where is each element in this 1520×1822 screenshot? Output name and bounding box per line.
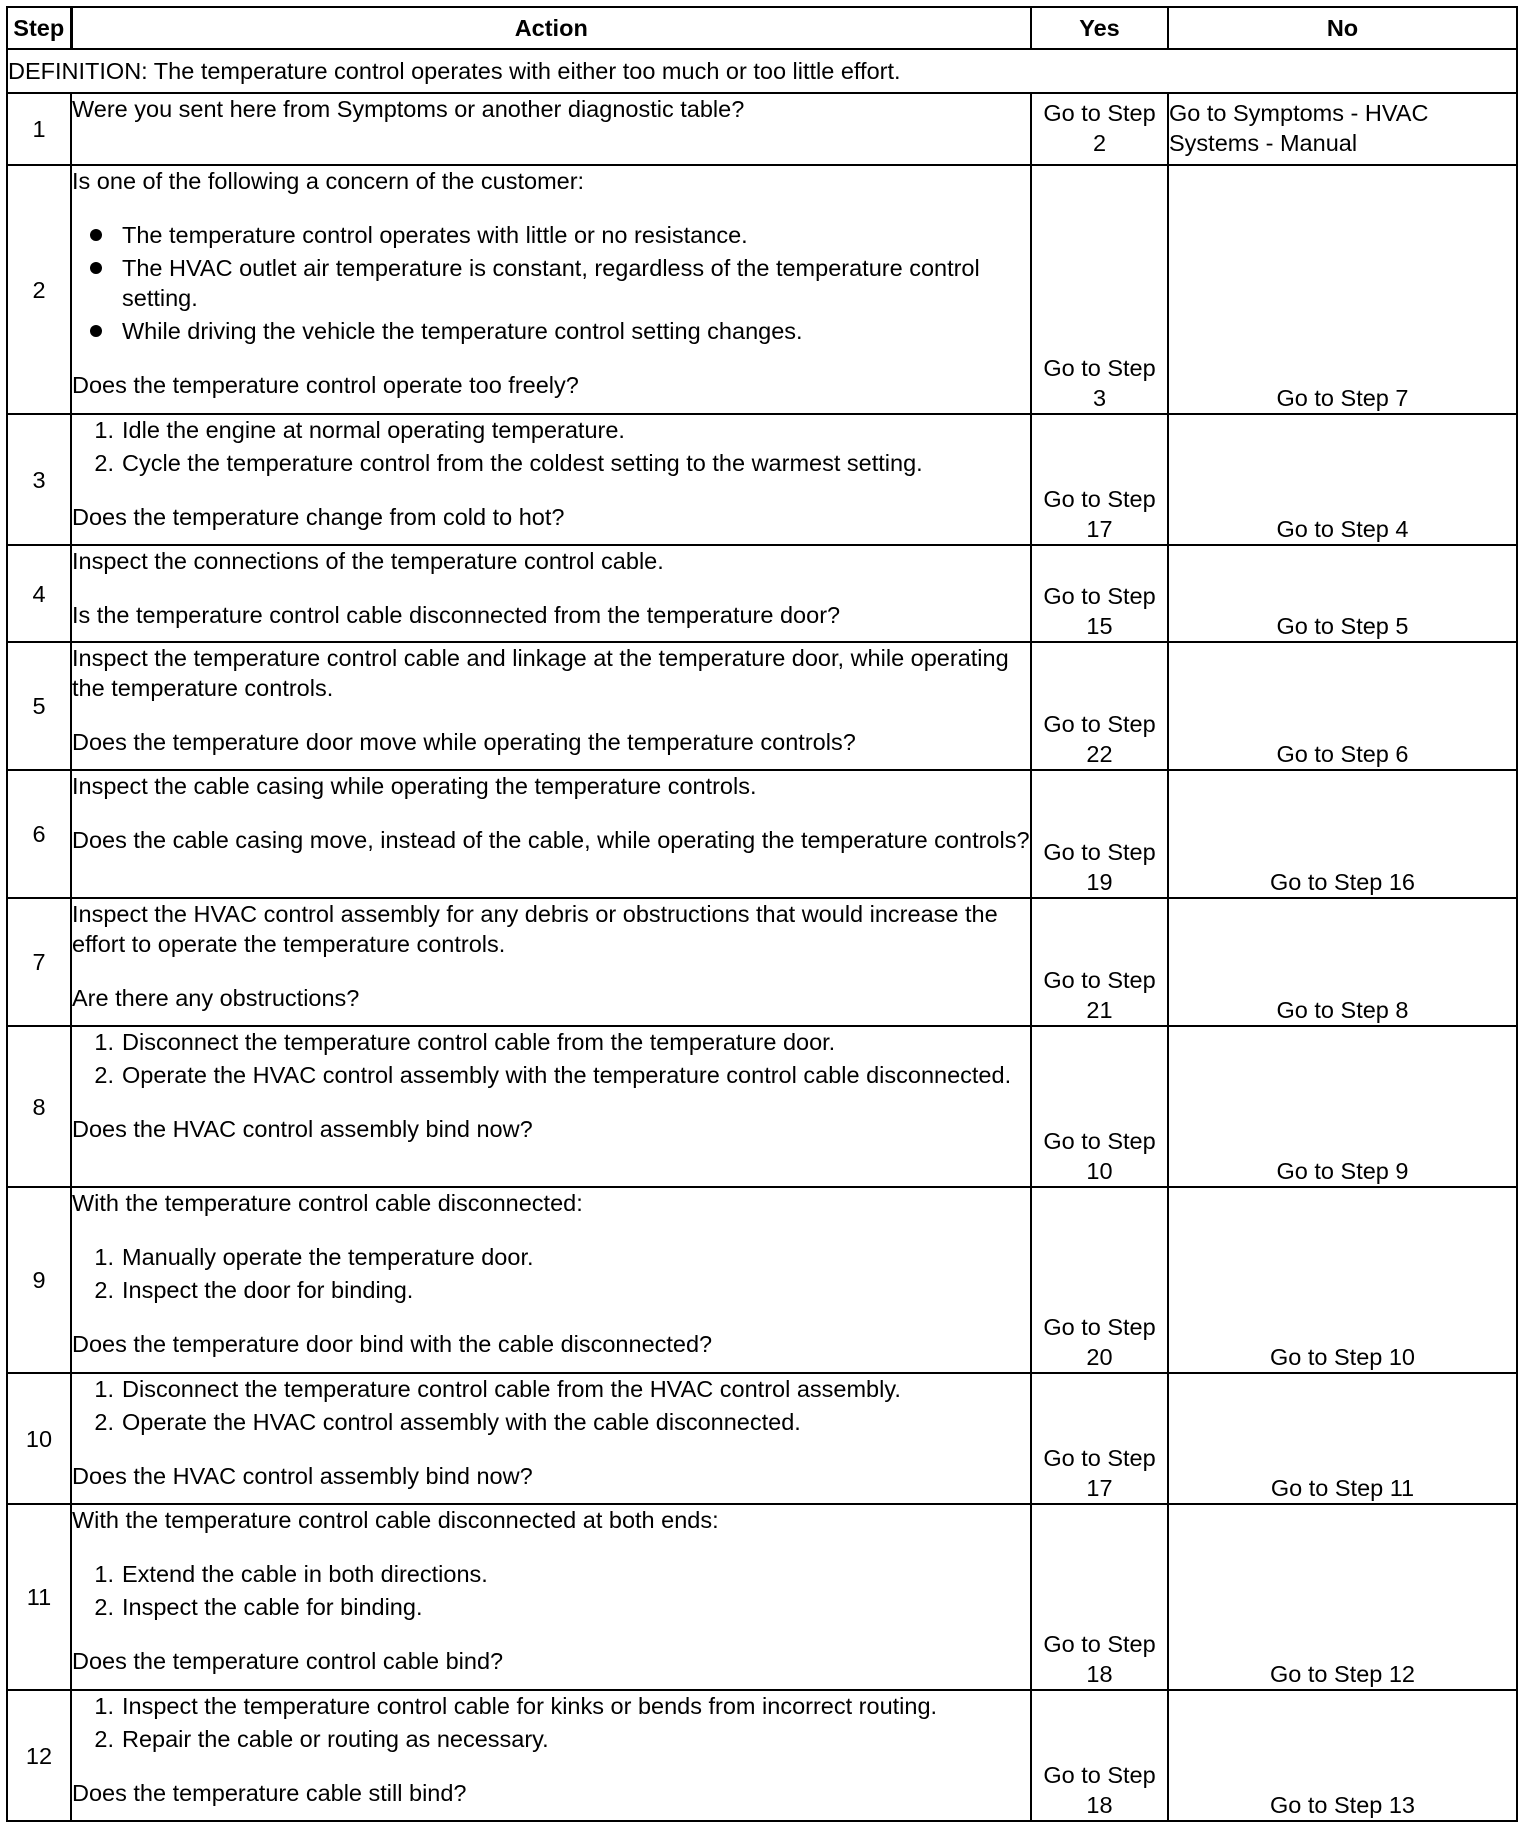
yes-cell <box>1031 1504 1168 1690</box>
bullet-list <box>72 220 1030 346</box>
no-cell: Go to Step 8 <box>1168 898 1517 1026</box>
list-item <box>72 253 1030 313</box>
yes-step-number: 18 <box>1086 1792 1113 1818</box>
header-step: Step <box>7 7 71 49</box>
list-item <box>72 1592 1030 1622</box>
list-item-text: Disconnect the temperature control cable from the HVAC control assembly. <box>122 1376 901 1402</box>
list-number: 1. <box>94 417 114 443</box>
list-number: 1. <box>94 1561 114 1587</box>
yes-step-number: 18 <box>1086 1661 1113 1687</box>
numbered-list <box>72 1374 1030 1437</box>
yes-cell <box>1031 545 1168 642</box>
yes-go-to-label: Go to Step <box>1043 100 1156 126</box>
list-item <box>72 1060 1030 1090</box>
list-item <box>72 1374 1030 1404</box>
list-number: 1. <box>94 1029 114 1055</box>
step-number: 5 <box>7 642 71 770</box>
yes-go-to-label: Go to Step <box>1043 967 1156 993</box>
no-cell: Go to Step 11 <box>1168 1373 1517 1504</box>
no-cell: Go to Step 6 <box>1168 642 1517 770</box>
step-number: 6 <box>7 770 71 898</box>
numbered-list <box>72 1691 1030 1754</box>
list-item <box>72 1242 1030 1272</box>
list-number: 2. <box>94 1062 114 1088</box>
step-number: 4 <box>7 545 71 642</box>
list-item-text: Cycle the temperature control from the coldest setting to the warmest setting. <box>122 450 923 476</box>
list-number: 2. <box>94 1277 114 1303</box>
yes-step-number: 10 <box>1086 1158 1113 1184</box>
list-item <box>72 1027 1030 1057</box>
table-row <box>7 1504 1517 1690</box>
list-item <box>72 316 1030 346</box>
no-cell: Go to Step 12 <box>1168 1504 1517 1690</box>
list-item-text: Inspect the temperature control cable for kinks or bends from incorrect routing. <box>122 1693 938 1719</box>
table-row <box>7 1690 1517 1821</box>
yes-step-number: 17 <box>1086 516 1113 542</box>
list-item <box>72 448 1030 478</box>
action-question: Does the temperature door move while operating the temperature controls? <box>72 729 856 755</box>
yes-go-to-label: Go to Step <box>1043 1631 1156 1657</box>
table-row <box>7 93 1517 165</box>
list-item-text: Disconnect the temperature control cable from the temperature door. <box>122 1029 836 1055</box>
action-intro: With the temperature control cable disconnected: <box>72 1190 583 1216</box>
yes-cell <box>1031 898 1168 1026</box>
yes-go-to-label: Go to Step <box>1043 486 1156 512</box>
action-question: Does the temperature cable still bind? <box>72 1780 467 1806</box>
definition-row <box>7 49 1517 93</box>
list-item-text: Inspect the cable for binding. <box>122 1594 423 1620</box>
action-intro: Inspect the cable casing while operating the temperature controls. <box>72 773 757 799</box>
action-cell <box>71 1187 1031 1373</box>
action-intro: Is one of the following a concern of the customer: <box>72 168 585 194</box>
list-item-text: Manually operate the temperature door. <box>122 1244 534 1270</box>
list-item-text: The HVAC outlet air temperature is constant, regardless of the temperature control setting. <box>122 255 980 311</box>
no-cell: Go to Step 10 <box>1168 1187 1517 1373</box>
no-cell: Go to Step 13 <box>1168 1690 1517 1821</box>
list-item <box>72 1691 1030 1721</box>
action-cell <box>71 1690 1031 1821</box>
header-no: No <box>1168 7 1517 49</box>
yes-go-to-label: Go to Step <box>1043 1762 1156 1788</box>
list-item-text: Idle the engine at normal operating temperature. <box>122 417 625 443</box>
yes-cell <box>1031 1373 1168 1504</box>
header-row <box>7 7 1517 49</box>
bullet-icon <box>90 325 102 337</box>
numbered-list <box>72 1242 1030 1305</box>
yes-go-to-label: Go to Step <box>1043 1445 1156 1471</box>
table-row <box>7 642 1517 770</box>
action-cell <box>71 414 1031 545</box>
yes-go-to-label: Go to Step <box>1043 711 1156 737</box>
list-item <box>72 1724 1030 1754</box>
action-cell <box>71 642 1031 770</box>
action-question: Does the temperature control operate too freely? <box>72 372 579 398</box>
header-action: Action <box>71 7 1031 49</box>
list-item <box>72 1407 1030 1437</box>
numbered-list <box>72 1027 1030 1090</box>
action-cell <box>71 165 1031 414</box>
step-number: 12 <box>7 1690 71 1821</box>
definition-text: DEFINITION: The temperature control operates with either too much or too little effort. <box>7 49 1517 93</box>
no-cell: Go to Step 4 <box>1168 414 1517 545</box>
yes-cell <box>1031 770 1168 898</box>
action-intro: With the temperature control cable disconnected at both ends: <box>72 1507 719 1533</box>
list-number: 2. <box>94 1594 114 1620</box>
table-row <box>7 1373 1517 1504</box>
no-cell: Go to Step 16 <box>1168 770 1517 898</box>
yes-go-to-label: Go to Step <box>1043 355 1156 381</box>
yes-cell <box>1031 93 1168 165</box>
list-number: 2. <box>94 1726 114 1752</box>
action-cell <box>71 770 1031 898</box>
step-number: 9 <box>7 1187 71 1373</box>
action-question: Is the temperature control cable disconnected from the temperature door? <box>72 602 841 628</box>
step-number: 1 <box>7 93 71 165</box>
yes-go-to-label: Go to Step <box>1043 1314 1156 1340</box>
step-number: 11 <box>7 1504 71 1690</box>
yes-step-number: 15 <box>1086 613 1113 639</box>
yes-go-to-label: Go to Step <box>1043 583 1156 609</box>
yes-step-number: 19 <box>1086 869 1113 895</box>
action-intro: Inspect the connections of the temperature control cable. <box>72 548 664 574</box>
no-cell: Go to Step 5 <box>1168 545 1517 642</box>
list-number: 1. <box>94 1376 114 1402</box>
action-question: Does the cable casing move, instead of the cable, while operating the temperature controls? <box>72 827 1030 853</box>
list-item-text: Operate the HVAC control assembly with the temperature control cable disconnected. <box>122 1062 1012 1088</box>
yes-cell <box>1031 1026 1168 1187</box>
step-number: 10 <box>7 1373 71 1504</box>
list-number: 2. <box>94 450 114 476</box>
no-cell: Go to Step 9 <box>1168 1026 1517 1187</box>
action-question: Does the temperature change from cold to hot? <box>72 504 565 530</box>
yes-go-to-label: Go to Step <box>1043 839 1156 865</box>
bullet-icon <box>90 262 102 274</box>
yes-cell <box>1031 165 1168 414</box>
table-row <box>7 414 1517 545</box>
list-item-text: Operate the HVAC control assembly with the cable disconnected. <box>122 1409 801 1435</box>
list-item-text: Repair the cable or routing as necessary. <box>122 1726 549 1752</box>
action-intro: Inspect the HVAC control assembly for any debris or obstructions that would increase the effort to operate the temperature controls. <box>72 901 998 957</box>
yes-cell <box>1031 1187 1168 1373</box>
table-row <box>7 770 1517 898</box>
table-row <box>7 1026 1517 1187</box>
table-row <box>7 165 1517 414</box>
table-row <box>7 1187 1517 1373</box>
step-number: 7 <box>7 898 71 1026</box>
action-cell <box>71 1026 1031 1187</box>
numbered-list <box>72 1559 1030 1622</box>
list-item <box>72 1275 1030 1305</box>
list-item-text: The temperature control operates with little or no resistance. <box>122 222 748 248</box>
action-cell <box>71 1373 1031 1504</box>
yes-step-number: 20 <box>1086 1344 1113 1370</box>
no-cell: Go to Step 7 <box>1168 165 1517 414</box>
action-intro: Inspect the temperature control cable and linkage at the temperature door, while operating the temperature controls. <box>72 645 1009 701</box>
yes-cell <box>1031 1690 1168 1821</box>
action-intro: Were you sent here from Symptoms or another diagnostic table? <box>72 96 745 122</box>
list-number: 1. <box>94 1693 114 1719</box>
action-question: Does the HVAC control assembly bind now? <box>72 1116 533 1142</box>
action-cell <box>71 1504 1031 1690</box>
yes-step-number: 2 <box>1092 130 1107 156</box>
list-item-text: Inspect the door for binding. <box>122 1277 414 1303</box>
diagnostic-table <box>6 6 1518 1822</box>
list-item-text: Extend the cable in both directions. <box>122 1561 488 1587</box>
step-number: 8 <box>7 1026 71 1187</box>
step-number: 2 <box>7 165 71 414</box>
action-cell <box>71 898 1031 1026</box>
list-item <box>72 415 1030 445</box>
action-question: Does the temperature control cable bind? <box>72 1648 504 1674</box>
yes-step-number: 17 <box>1086 1475 1113 1501</box>
action-cell <box>71 545 1031 642</box>
yes-go-to-label: Go to Step <box>1043 1128 1156 1154</box>
step-number: 3 <box>7 414 71 545</box>
header-yes: Yes <box>1031 7 1168 49</box>
list-number: 1. <box>94 1244 114 1270</box>
action-question: Are there any obstructions? <box>72 985 360 1011</box>
table-row <box>7 898 1517 1026</box>
numbered-list <box>72 415 1030 478</box>
list-item <box>72 1559 1030 1589</box>
yes-step-number: 22 <box>1086 741 1113 767</box>
list-item <box>72 220 1030 250</box>
list-number: 2. <box>94 1409 114 1435</box>
action-cell <box>71 93 1031 165</box>
yes-step-number: 3 <box>1092 385 1107 411</box>
table-row <box>7 545 1517 642</box>
yes-cell <box>1031 642 1168 770</box>
bullet-icon <box>90 229 102 241</box>
action-question: Does the HVAC control assembly bind now? <box>72 1463 533 1489</box>
no-cell: Go to Symptoms - HVAC Systems - Manual <box>1168 93 1517 165</box>
list-item-text: While driving the vehicle the temperature control setting changes. <box>122 318 803 344</box>
yes-cell <box>1031 414 1168 545</box>
action-question: Does the temperature door bind with the cable disconnected? <box>72 1331 713 1357</box>
yes-step-number: 21 <box>1086 997 1113 1023</box>
